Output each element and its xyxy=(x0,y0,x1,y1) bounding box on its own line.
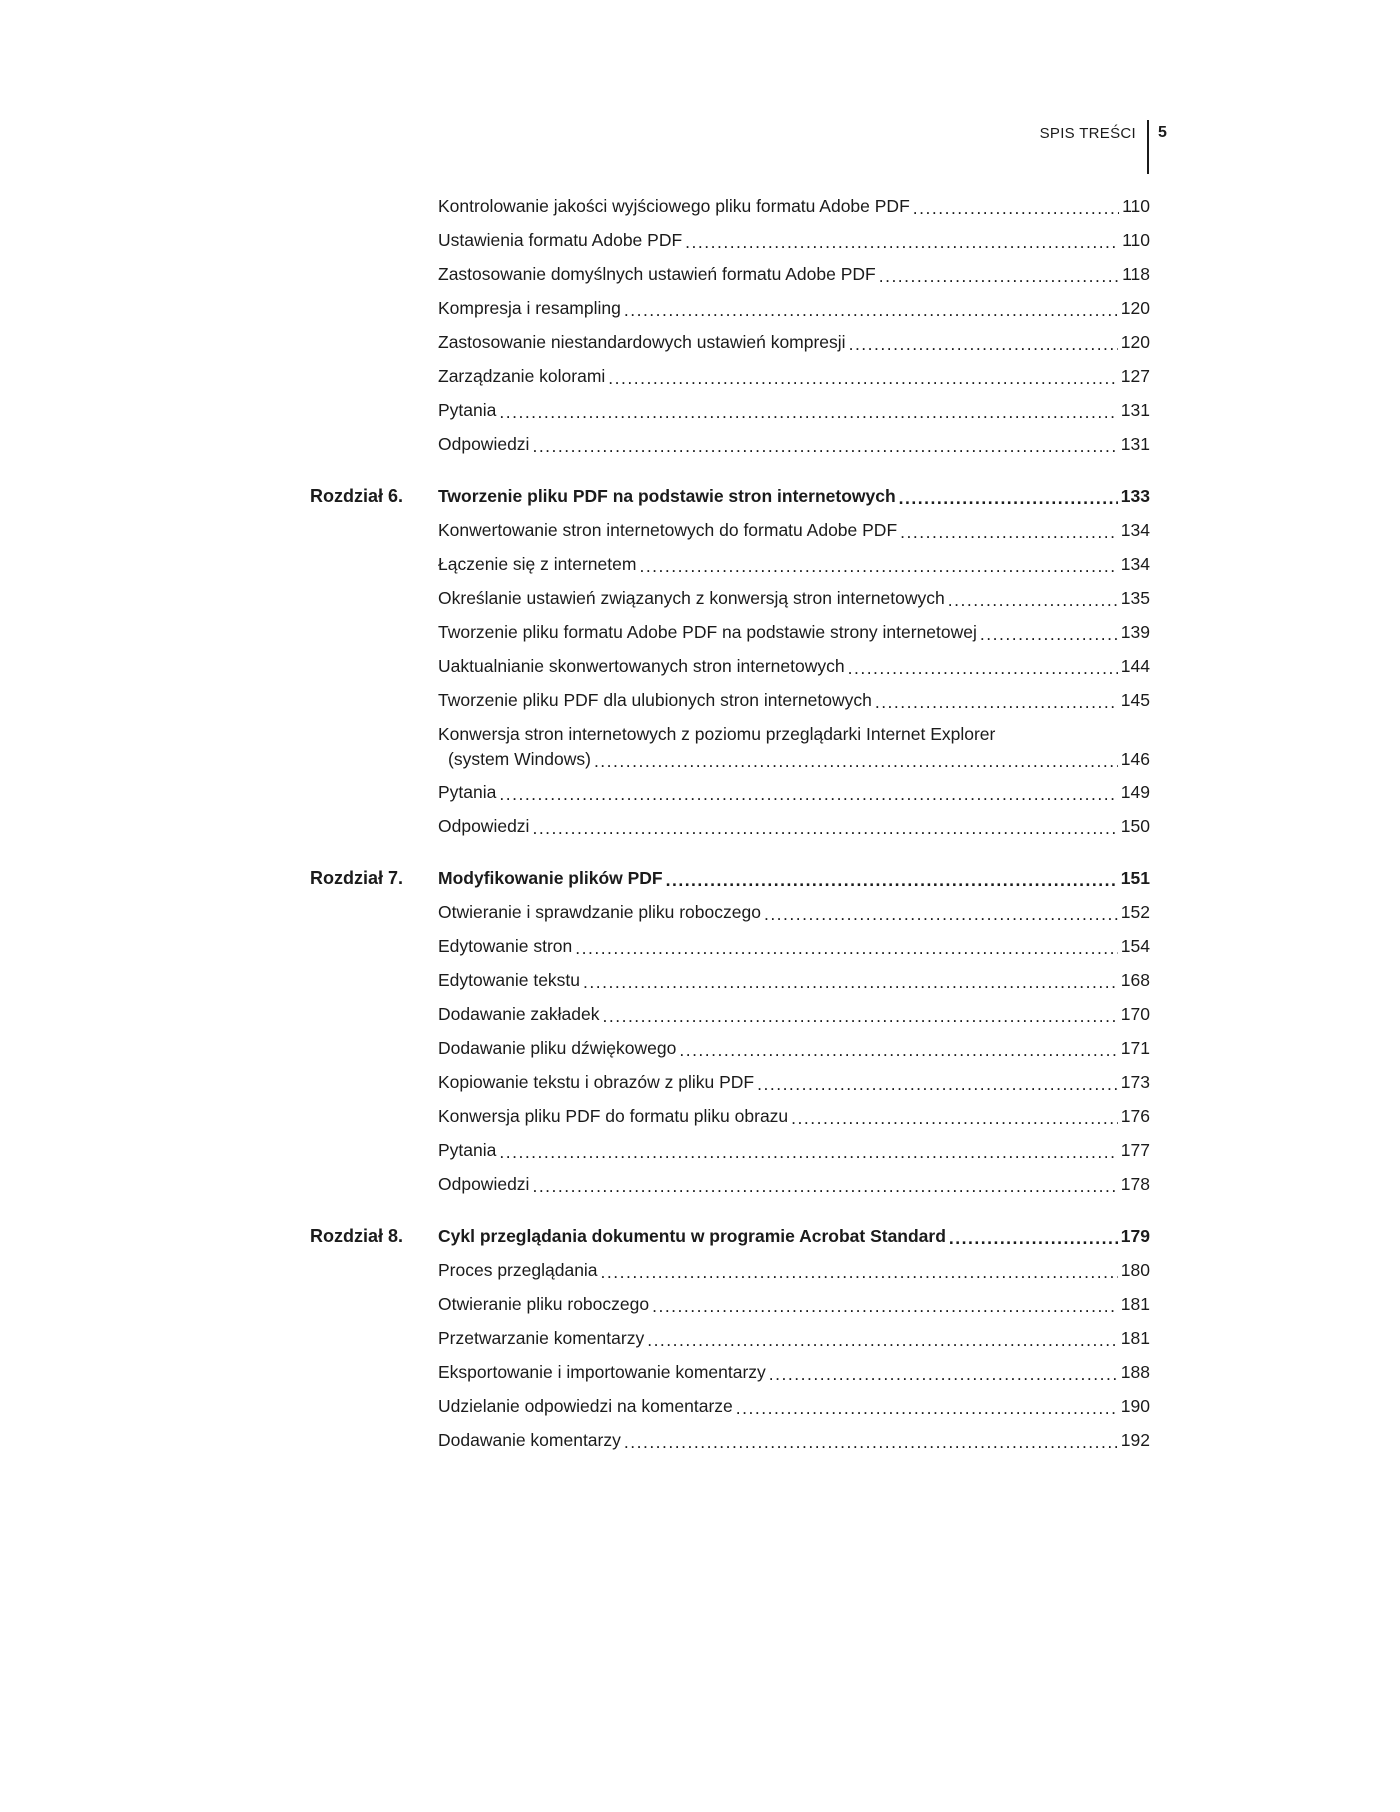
running-head xyxy=(1039,120,1167,180)
chapter-6-block xyxy=(310,480,1150,844)
toc-entry[interactable] xyxy=(310,292,1150,326)
toc-entry-page: 139 xyxy=(1120,622,1150,642)
toc-entry[interactable] xyxy=(310,964,1150,998)
toc-entry-page: 150 xyxy=(1120,816,1150,836)
dot-leader xyxy=(499,402,1117,420)
dot-leader xyxy=(900,522,1118,540)
toc-entry-title: Eksportowanie i importowanie komentarzy xyxy=(438,1362,766,1382)
dot-leader xyxy=(791,1108,1118,1126)
chapter-heading[interactable] xyxy=(310,480,1150,514)
toc-entry[interactable] xyxy=(310,582,1150,616)
dot-leader xyxy=(532,436,1117,454)
toc-entry[interactable] xyxy=(310,616,1150,650)
running-head-title: SPIS TREŚCI xyxy=(1039,125,1136,142)
toc-entry-title: Pytania xyxy=(438,400,497,420)
dot-leader xyxy=(769,1364,1118,1382)
chapter-label: Rozdział 6. xyxy=(310,486,404,506)
toc-entry-title: Konwersja pliku PDF do formatu pliku obrazu xyxy=(438,1106,789,1126)
dot-leader xyxy=(583,972,1118,990)
toc-entry-page: 181 xyxy=(1120,1294,1150,1314)
toc-entry-title: Zastosowanie niestandardowych ustawień kompresji xyxy=(438,332,846,352)
toc-entry-page: 134 xyxy=(1120,520,1150,540)
dot-leader xyxy=(666,870,1118,888)
dot-leader xyxy=(948,590,1118,608)
toc-entry-page: 168 xyxy=(1120,970,1150,990)
toc-entry[interactable] xyxy=(310,1168,1150,1202)
toc-entry[interactable] xyxy=(310,896,1150,930)
toc-entry[interactable] xyxy=(310,718,1150,776)
toc-entry[interactable] xyxy=(310,684,1150,718)
toc-entry-title: Proces przeglądania xyxy=(438,1260,598,1280)
toc-entry-title: Otwieranie pliku roboczego xyxy=(438,1294,650,1314)
dot-leader xyxy=(624,1432,1118,1450)
dot-leader xyxy=(757,1074,1118,1092)
chapter-title: Tworzenie pliku PDF na podstawie stron internetowych xyxy=(438,486,896,506)
dot-leader xyxy=(848,658,1118,676)
chapter-heading[interactable] xyxy=(310,1220,1150,1254)
toc-entry[interactable] xyxy=(310,1424,1150,1458)
toc-entry[interactable] xyxy=(310,998,1150,1032)
dot-leader xyxy=(764,904,1118,922)
dot-leader xyxy=(980,624,1118,642)
toc-entry[interactable] xyxy=(310,548,1150,582)
toc-entry-page: 181 xyxy=(1120,1328,1150,1348)
toc-entry-title: Pytania xyxy=(438,782,497,802)
dot-leader xyxy=(575,938,1118,956)
chapter-title: Modyfikowanie plików PDF xyxy=(438,868,663,888)
dot-leader xyxy=(685,232,1119,250)
toc-entry-page: 192 xyxy=(1120,1430,1150,1450)
toc-entry[interactable] xyxy=(310,190,1150,224)
toc-entry-page: 190 xyxy=(1120,1396,1150,1416)
toc-entry-title-continued: (system Windows) xyxy=(448,749,591,769)
dot-leader xyxy=(849,334,1118,352)
toc-entry-title: Edytowanie tekstu xyxy=(438,970,581,990)
toc-entry-page: 152 xyxy=(1120,902,1150,922)
chapter-heading[interactable] xyxy=(310,862,1150,896)
toc-entry-page: 180 xyxy=(1120,1260,1150,1280)
toc-entry-title: Tworzenie pliku PDF dla ulubionych stron internetowych xyxy=(438,690,872,710)
dot-leader xyxy=(913,198,1119,216)
toc-entry-title: Pytania xyxy=(438,1140,497,1160)
toc-entry[interactable] xyxy=(310,1100,1150,1134)
toc-entry[interactable] xyxy=(310,650,1150,684)
dot-leader xyxy=(879,266,1119,284)
toc-entry-title: Dodawanie pliku dźwiękowego xyxy=(438,1038,677,1058)
dot-leader xyxy=(499,1142,1117,1160)
toc-entry-page: 134 xyxy=(1120,554,1150,574)
toc-entry-page: 127 xyxy=(1120,366,1150,386)
toc-entry-page: 171 xyxy=(1120,1038,1150,1058)
toc-entry-title: Kompresja i resampling xyxy=(438,298,621,318)
dot-leader xyxy=(949,1228,1118,1246)
intro-block xyxy=(310,190,1150,462)
toc-entry-title: Otwieranie i sprawdzanie pliku roboczego xyxy=(438,902,761,922)
toc-entry[interactable] xyxy=(310,360,1150,394)
toc-entry-page: 176 xyxy=(1120,1106,1150,1126)
toc-entry[interactable] xyxy=(310,394,1150,428)
dot-leader xyxy=(736,1398,1118,1416)
toc-entry[interactable] xyxy=(310,1254,1150,1288)
toc-entry-title: Uaktualnianie skonwertowanych stron internetowych xyxy=(438,656,845,676)
toc-entry-title: Odpowiedzi xyxy=(438,434,530,454)
toc-entry-title: Łączenie się z internetem xyxy=(438,554,637,574)
toc-entry-page: 118 xyxy=(1122,264,1150,284)
toc-entry[interactable] xyxy=(310,1288,1150,1322)
toc-entry-title: Tworzenie pliku formatu Adobe PDF na podstawie strony internetowej xyxy=(438,622,977,642)
toc-entry-page: 120 xyxy=(1120,332,1150,352)
chapter-title: Cykl przeglądania dokumentu w programie Acrobat Standard xyxy=(438,1226,946,1246)
chapter-label: Rozdział 7. xyxy=(310,868,404,888)
toc-entry-page: 131 xyxy=(1120,400,1150,420)
page-number: 5 xyxy=(1158,124,1167,141)
toc-entry-page: 149 xyxy=(1120,782,1150,802)
toc-entry-page: 131 xyxy=(1120,434,1150,454)
dot-leader xyxy=(532,1176,1117,1194)
toc-entry[interactable] xyxy=(310,224,1150,258)
toc-entry[interactable] xyxy=(310,810,1150,844)
toc-entry[interactable] xyxy=(310,1390,1150,1424)
toc-entry-page: 188 xyxy=(1120,1362,1150,1382)
toc-entry-title: Zastosowanie domyślnych ustawień formatu Adobe PDF xyxy=(438,264,876,284)
toc-entry-title: Zarządzanie kolorami xyxy=(438,366,606,386)
toc-entry[interactable] xyxy=(310,514,1150,548)
dot-leader xyxy=(899,488,1118,506)
dot-leader xyxy=(647,1330,1118,1348)
running-head-rule xyxy=(1147,120,1149,174)
dot-leader xyxy=(639,556,1117,574)
toc-entry-page: 110 xyxy=(1122,230,1150,250)
toc-entry-title: Udzielanie odpowiedzi na komentarze xyxy=(438,1396,733,1416)
dot-leader xyxy=(624,300,1118,318)
toc-entry-title: Konwertowanie stron internetowych do formatu Adobe PDF xyxy=(438,520,898,540)
toc-entry-title: Kopiowanie tekstu i obrazów z pliku PDF xyxy=(438,1072,755,1092)
toc-entry[interactable] xyxy=(310,930,1150,964)
table-of-contents xyxy=(310,190,1150,1476)
dot-leader xyxy=(532,818,1117,836)
toc-entry-page: 178 xyxy=(1120,1174,1150,1194)
dot-leader xyxy=(679,1040,1117,1058)
toc-entry-title: Kontrolowanie jakości wyjściowego pliku formatu Adobe PDF xyxy=(438,196,910,216)
dot-leader xyxy=(603,1006,1118,1024)
toc-entry-title: Dodawanie zakładek xyxy=(438,1004,600,1024)
toc-entry-page: 120 xyxy=(1120,298,1150,318)
toc-entry-title: Edytowanie stron xyxy=(438,936,573,956)
dot-leader xyxy=(594,751,1118,769)
dot-leader xyxy=(652,1296,1118,1314)
chapter-8-block xyxy=(310,1220,1150,1458)
chapter-7-block xyxy=(310,862,1150,1202)
toc-entry-page: 146 xyxy=(1120,749,1150,769)
dot-leader xyxy=(608,368,1118,386)
toc-entry-page: 135 xyxy=(1120,588,1150,608)
toc-entry-title: Dodawanie komentarzy xyxy=(438,1430,621,1450)
dot-leader xyxy=(601,1262,1118,1280)
toc-entry-page: 173 xyxy=(1120,1072,1150,1092)
toc-entry-title: Ustawienia formatu Adobe PDF xyxy=(438,230,683,250)
dot-leader xyxy=(875,692,1118,710)
dot-leader xyxy=(499,784,1117,802)
toc-entry-page: 177 xyxy=(1120,1140,1150,1160)
toc-entry[interactable] xyxy=(310,1032,1150,1066)
toc-entry[interactable] xyxy=(310,776,1150,810)
toc-entry[interactable] xyxy=(310,1134,1150,1168)
toc-entry[interactable] xyxy=(310,1066,1150,1100)
toc-entry-title: Określanie ustawień związanych z konwersją stron internetowych xyxy=(438,588,945,608)
toc-entry-title: Konwersja stron internetowych z poziomu przeglądarki Internet Explorer xyxy=(438,724,996,744)
chapter-page: 151 xyxy=(1120,868,1150,888)
toc-entry-title: Odpowiedzi xyxy=(438,1174,530,1194)
chapter-page: 179 xyxy=(1120,1226,1150,1246)
toc-entry-page: 144 xyxy=(1120,656,1150,676)
chapter-label: Rozdział 8. xyxy=(310,1226,404,1246)
toc-entry[interactable] xyxy=(310,326,1150,360)
toc-entry[interactable] xyxy=(310,1356,1150,1390)
toc-entry-page: 154 xyxy=(1120,936,1150,956)
toc-entry-page: 110 xyxy=(1122,196,1150,216)
toc-entry[interactable] xyxy=(310,258,1150,292)
toc-entry-title: Odpowiedzi xyxy=(438,816,530,836)
toc-entry[interactable] xyxy=(310,1322,1150,1356)
toc-entry-page: 145 xyxy=(1120,690,1150,710)
toc-entry-title: Przetwarzanie komentarzy xyxy=(438,1328,645,1348)
chapter-page: 133 xyxy=(1120,486,1150,506)
toc-entry-page: 170 xyxy=(1120,1004,1150,1024)
toc-entry[interactable] xyxy=(310,428,1150,462)
